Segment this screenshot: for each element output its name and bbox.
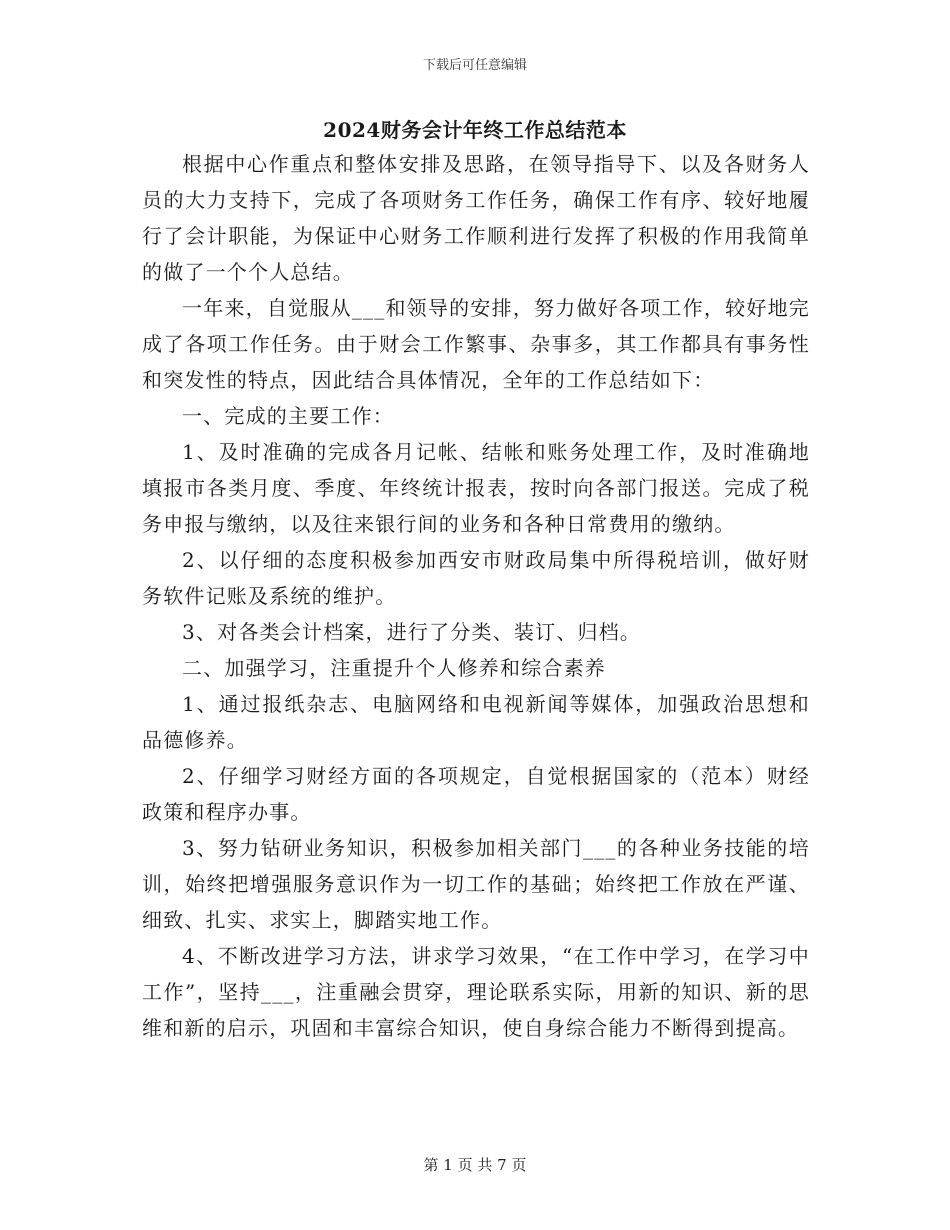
paragraph: 2、以仔细的态度积极参加西安市财政局集中所得税培训，做好财务软件记账及系统的维护。 — [142, 548, 810, 608]
section-heading: 二、加强学习，注重提升个人修养和综合素养 — [182, 656, 606, 680]
paragraph: 4、不断改进学习方法，讲求学习效果，“在工作中学习，在学习中工作”，坚持___，注重融会贯穿，理论联系实际，用新的知识、新的思维和新的启示，巩固和丰富综合知识，使自身综合能力不断得到提高。 — [142, 944, 810, 1040]
section-heading: 一、完成的主要工作： — [182, 404, 394, 428]
document-body — [142, 146, 810, 1046]
page-number: 第 1 页 共 7 页 — [423, 1156, 527, 1174]
paragraph: 根据中心作重点和整体安排及思路，在领导指导下、以及各财务人员的大力支持下，完成了各项财务工作任务，确保工作有序、较好地履行了会计职能，为保证中心财务工作顺利进行发挥了积极的作用我简单的做了一个个人总结。 — [142, 152, 810, 284]
paragraph: 3、对各类会计档案，进行了分类、装订、归档。 — [182, 620, 642, 644]
document-title: 2024财务会计年终工作总结范本 — [323, 118, 627, 142]
page-header: 下载后可任意编辑 — [422, 58, 527, 73]
paragraph: 2、仔细学习财经方面的各项规定，自觉根据国家的（范本）财经政策和程序办事。 — [142, 764, 810, 824]
paragraph: 一年来，自觉服从___和领导的安排，努力做好各项工作，较好地完成了各项工作任务。由于财会工作繁事、杂事多，其工作都具有事务性和突发性的特点，因此结合具体情况，全年的工作总结如下： — [142, 296, 810, 392]
paragraph: 3、努力钻研业务知识，积极参加相关部门___的各种业务技能的培训，始终把增强服务意识作为一切工作的基础；始终把工作放在严谨、细致、扎实、求实上，脚踏实地工作。 — [142, 836, 810, 932]
paragraph: 1、通过报纸杂志、电脑网络和电视新闻等媒体，加强政治思想和品德修养。 — [142, 692, 810, 752]
paragraph: 1、及时准确的完成各月记帐、结帐和账务处理工作，及时准确地填报市各类月度、季度、年终统计报表，按时向各部门报送。完成了税务申报与缴纳，以及往来银行间的业务和各种日常费用的缴纳。 — [142, 440, 810, 536]
